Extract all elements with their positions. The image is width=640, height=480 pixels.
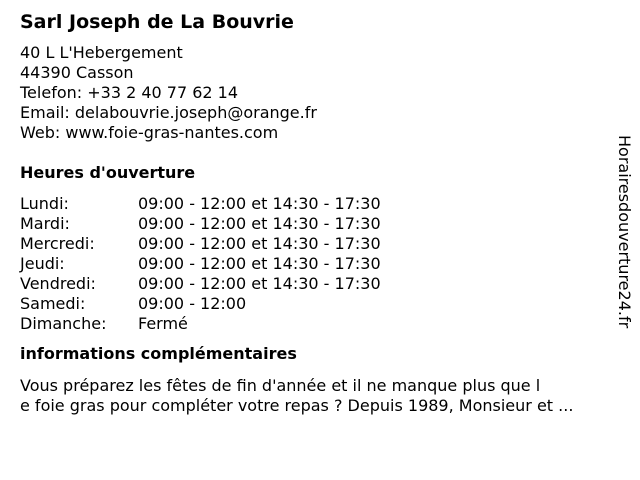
- hours-day: Dimanche:: [20, 314, 107, 333]
- hours-day: Jeudi:: [20, 254, 65, 273]
- hours-day: Mardi:: [20, 214, 70, 233]
- hours-time: 09:00 - 12:00 et 14:30 - 17:30: [138, 274, 381, 293]
- hours-row: [20, 234, 620, 254]
- hours-time: 09:00 - 12:00 et 14:30 - 17:30: [138, 234, 381, 253]
- hours-day: Mercredi:: [20, 234, 95, 253]
- address-street: 40 L L'Hebergement: [20, 43, 183, 62]
- info-line: Vous préparez les fêtes de fin d'année et il ne manque plus que l: [20, 376, 541, 395]
- business-name: Sarl Joseph de La Bouvrie: [20, 11, 294, 33]
- hours-row: [20, 254, 620, 274]
- hours-row: [20, 314, 620, 334]
- hours-time: 09:00 - 12:00 et 14:30 - 17:30: [138, 214, 381, 233]
- hours-row: [20, 194, 620, 214]
- hours-day: Vendredi:: [20, 274, 96, 293]
- address-city: 44390 Casson: [20, 63, 134, 82]
- web-text: Web: www.foie-gras-nantes.com: [20, 123, 279, 142]
- hours-table: [20, 194, 620, 334]
- hours-row: [20, 214, 620, 234]
- hours-time: 09:00 - 12:00: [138, 294, 247, 313]
- hours-time: 09:00 - 12:00 et 14:30 - 17:30: [138, 194, 381, 213]
- hours-row: [20, 294, 620, 314]
- hours-day: Samedi:: [20, 294, 86, 313]
- business-card: [20, 10, 620, 416]
- info-line: e foie gras pour compléter votre repas ? Depuis 1989, Monsieur et ...: [20, 396, 574, 415]
- hours-row: [20, 274, 620, 294]
- contact-block: [20, 43, 620, 143]
- hours-heading: Heures d'ouverture: [20, 163, 196, 182]
- phone-text: Telefon: +33 2 40 77 62 14: [20, 83, 239, 102]
- hours-time: Fermé: [138, 314, 188, 333]
- hours-time: 09:00 - 12:00 et 14:30 - 17:30: [138, 254, 381, 273]
- hours-day: Lundi:: [20, 194, 69, 213]
- info-heading: informations complémentaires: [20, 344, 297, 363]
- info-description: [20, 376, 620, 416]
- site-watermark: Horairesdouverture24.fr: [615, 135, 634, 329]
- email-text: Email: delabouvrie.joseph@orange.fr: [20, 103, 317, 122]
